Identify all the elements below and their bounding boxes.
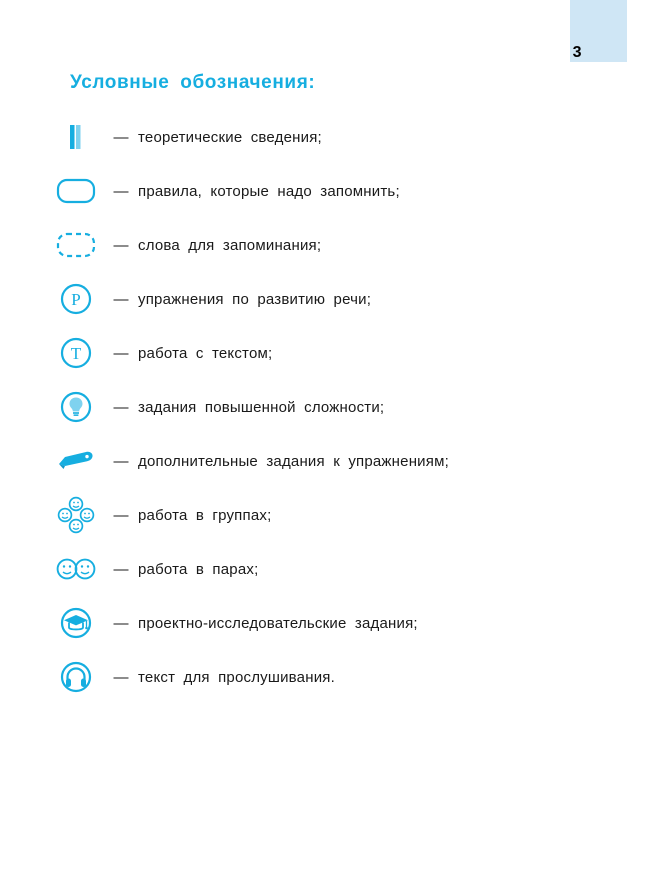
- dashed-rounded-rectangle-icon: [48, 225, 104, 265]
- svg-text:Р: Р: [71, 290, 81, 309]
- list-item-label: работа в парах;: [138, 560, 259, 578]
- dash: —: [113, 236, 129, 254]
- list-item: [48, 272, 628, 326]
- list-item-label: упражнения по развитию речи;: [138, 290, 372, 308]
- list-item: [48, 542, 628, 596]
- list-item-label: работа с текстом;: [138, 344, 273, 362]
- list-item-label: проектно-исследовательские задания;: [138, 614, 418, 632]
- dash: —: [113, 506, 129, 524]
- list-item: [48, 434, 628, 488]
- legend-list: [48, 110, 628, 704]
- list-item-label: работа в группах;: [138, 506, 272, 524]
- dash: —: [113, 290, 129, 308]
- dash: —: [113, 128, 129, 146]
- list-item: [48, 488, 628, 542]
- page-title: Условные обозначения:: [70, 72, 316, 93]
- list-item-label: правила, которые надо запомнить;: [138, 182, 400, 200]
- dash: —: [113, 398, 129, 416]
- list-item-label: текст для прослушивания.: [138, 668, 335, 686]
- dash: —: [113, 452, 129, 470]
- lightbulb-circle-icon: [48, 387, 104, 427]
- dash: —: [113, 344, 129, 362]
- letter-r-circle-icon: [48, 279, 104, 319]
- list-item: [48, 110, 628, 164]
- list-item: [48, 596, 628, 650]
- pencil-icon: [48, 441, 104, 481]
- list-item-label: теоретические сведения;: [138, 128, 322, 146]
- dash: —: [113, 668, 129, 686]
- headphones-circle-icon: [48, 657, 104, 697]
- rounded-rectangle-icon: [48, 171, 104, 211]
- list-item: [48, 380, 628, 434]
- group-of-faces-icon: [48, 495, 104, 535]
- list-item-label: слова для запоминания;: [138, 236, 322, 254]
- letter-t-circle-icon: [48, 333, 104, 373]
- dash: —: [113, 614, 129, 632]
- graduation-cap-circle-icon: [48, 603, 104, 643]
- list-item-label: дополнительные задания к упражнениям;: [138, 452, 449, 470]
- svg-text:Т: Т: [70, 344, 82, 363]
- list-item: [48, 650, 628, 704]
- dash: —: [113, 182, 129, 200]
- list-item-label: задания повышенной сложности;: [138, 398, 385, 416]
- page-number: 3: [572, 44, 582, 61]
- list-item: [48, 326, 628, 380]
- book-pages-icon: [48, 117, 104, 157]
- dash: —: [113, 560, 129, 578]
- list-item: [48, 164, 628, 218]
- pair-of-faces-icon: [48, 549, 104, 589]
- list-item: [48, 218, 628, 272]
